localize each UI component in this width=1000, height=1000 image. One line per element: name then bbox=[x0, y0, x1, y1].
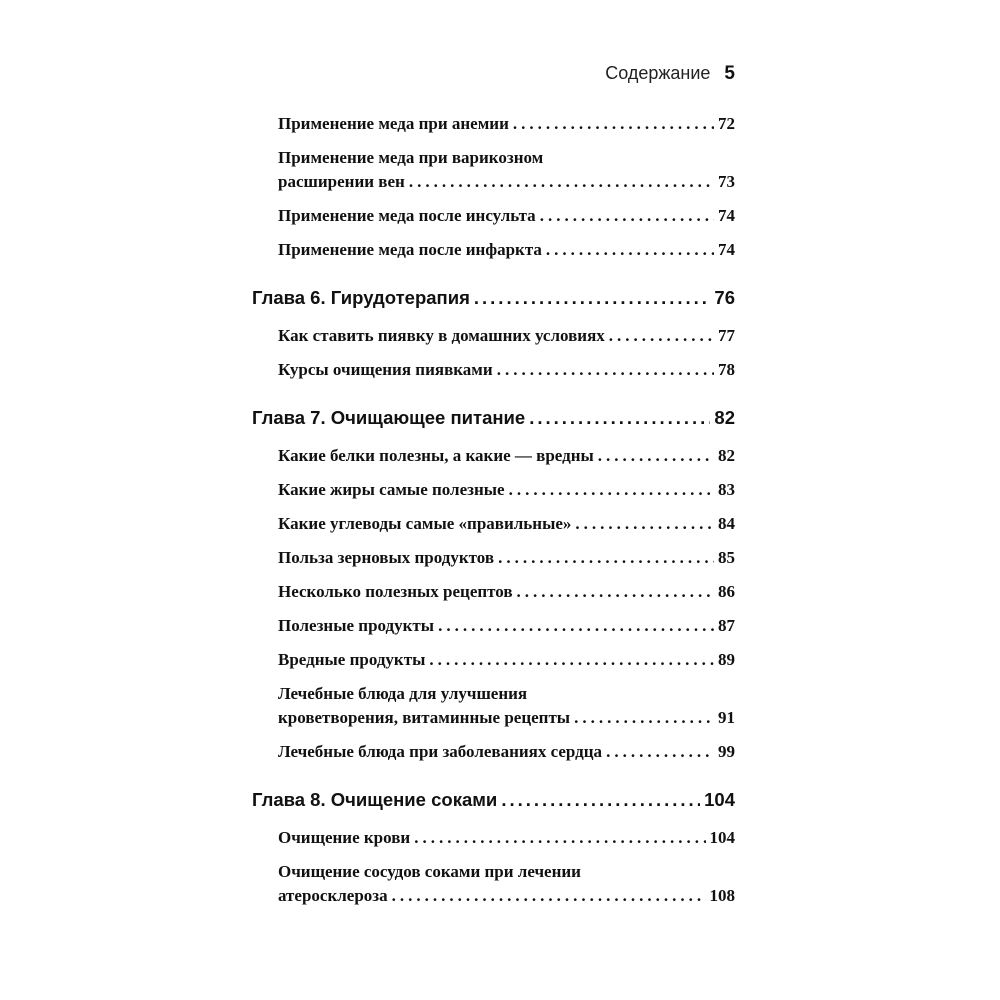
toc-row bbox=[278, 512, 735, 536]
toc-entry-title: Полезные продукты bbox=[278, 616, 435, 635]
toc-entry-title: Несколько полезных рецептов bbox=[278, 582, 513, 601]
toc-entry bbox=[278, 444, 735, 468]
toc-chapter bbox=[252, 286, 735, 310]
toc-entry-title: Лечебные блюда при заболеваниях сердца bbox=[278, 742, 603, 761]
toc-row bbox=[278, 884, 735, 908]
toc-row bbox=[252, 788, 735, 812]
dot-leader bbox=[438, 614, 714, 638]
toc-entry bbox=[278, 512, 735, 536]
toc-page-number: 99 bbox=[718, 742, 735, 761]
toc-page-number: 82 bbox=[718, 446, 735, 465]
table-of-contents bbox=[252, 112, 735, 918]
toc-entry-title: Применение меда после инсульта bbox=[278, 206, 536, 225]
toc-row bbox=[278, 478, 735, 502]
toc-row bbox=[278, 170, 735, 194]
toc-entry bbox=[278, 682, 735, 730]
toc-entry bbox=[278, 146, 735, 194]
toc-page-number: 83 bbox=[718, 480, 735, 499]
dot-leader bbox=[606, 740, 714, 764]
toc-entry bbox=[278, 860, 735, 908]
toc-row bbox=[278, 706, 735, 730]
page-number: 5 bbox=[724, 63, 735, 84]
dot-leader bbox=[546, 238, 714, 262]
toc-page-number: 86 bbox=[718, 582, 735, 601]
toc-entry bbox=[278, 112, 735, 136]
dot-leader bbox=[474, 286, 711, 310]
toc-entry-title: расширении вен bbox=[278, 172, 405, 191]
toc-page-number: 77 bbox=[718, 326, 735, 345]
toc-entry-title-line: Очищение сосудов соками при лечении bbox=[278, 862, 581, 881]
running-title: Содержание bbox=[605, 63, 711, 83]
dot-leader bbox=[498, 546, 714, 570]
dot-leader bbox=[429, 648, 714, 672]
toc-row bbox=[278, 238, 735, 262]
toc-page-number: 76 bbox=[714, 287, 735, 308]
toc-entry-title-line: Лечебные блюда для улучшения bbox=[278, 684, 528, 703]
toc-row bbox=[252, 286, 735, 310]
toc-page-number: 91 bbox=[718, 708, 735, 727]
dot-leader bbox=[409, 170, 714, 194]
toc-row bbox=[278, 204, 735, 228]
toc-entry-title: Какие жиры самые полезные bbox=[278, 480, 505, 499]
toc-entry-title-line: Применение меда при варикозном bbox=[278, 148, 544, 167]
toc-entry bbox=[278, 546, 735, 570]
toc-entry-title: кроветворения, витаминные рецепты bbox=[278, 708, 571, 727]
toc-entry-title: Применение меда при анемии bbox=[278, 114, 509, 133]
toc-page-number: 87 bbox=[718, 616, 735, 635]
dot-leader bbox=[540, 204, 714, 228]
dot-leader bbox=[529, 406, 710, 430]
dot-leader bbox=[509, 478, 714, 502]
toc-entry bbox=[278, 614, 735, 638]
toc-row bbox=[278, 614, 735, 638]
dot-leader bbox=[574, 706, 714, 730]
toc-entry bbox=[278, 826, 735, 850]
toc-row bbox=[278, 740, 735, 764]
toc-page-number: 84 bbox=[718, 514, 735, 533]
toc-row bbox=[278, 826, 735, 850]
toc-entry-title: Какие белки полезны, а какие — вредны bbox=[278, 446, 594, 465]
toc-row bbox=[278, 444, 735, 468]
dot-leader bbox=[609, 324, 714, 348]
dot-leader bbox=[598, 444, 714, 468]
toc-row bbox=[252, 406, 735, 430]
page-header bbox=[605, 63, 735, 85]
toc-entry-title: Применение меда после инфаркта bbox=[278, 240, 542, 259]
toc-row bbox=[278, 648, 735, 672]
toc-entry bbox=[278, 204, 735, 228]
toc-page-number: 85 bbox=[718, 548, 735, 567]
toc-entry bbox=[278, 324, 735, 348]
toc-entry-title: Вредные продукты bbox=[278, 650, 426, 669]
toc-row bbox=[278, 580, 735, 604]
toc-page-number: 78 bbox=[718, 360, 735, 379]
dot-leader bbox=[517, 580, 714, 604]
dot-leader bbox=[501, 788, 700, 812]
toc-page-number: 72 bbox=[718, 114, 735, 133]
toc-page-number: 104 bbox=[709, 828, 735, 847]
toc-page-number: 108 bbox=[709, 886, 735, 905]
toc-entry-title: Польза зерновых продуктов bbox=[278, 548, 495, 567]
toc-entry-title: Очищение крови bbox=[278, 828, 411, 847]
toc-chapter bbox=[252, 788, 735, 812]
dot-leader bbox=[414, 826, 705, 850]
toc-page-number: 74 bbox=[718, 206, 735, 225]
toc-row bbox=[278, 546, 735, 570]
toc-entry bbox=[278, 238, 735, 262]
toc-page-number: 82 bbox=[714, 407, 735, 428]
toc-entry bbox=[278, 648, 735, 672]
toc-row bbox=[278, 324, 735, 348]
toc-page-number: 104 bbox=[704, 789, 735, 810]
toc-page-number: 89 bbox=[718, 650, 735, 669]
toc-entry bbox=[278, 580, 735, 604]
toc-page-number: 73 bbox=[718, 172, 735, 191]
toc-entry-title: Глава 8. Очищение соками bbox=[252, 789, 498, 810]
toc-entry-title: Как ставить пиявку в домашних условиях bbox=[278, 326, 605, 345]
toc-chapter bbox=[252, 406, 735, 430]
toc-row bbox=[278, 112, 735, 136]
toc-entry-title: Глава 6. Гирудотерапия bbox=[252, 287, 470, 308]
dot-leader bbox=[513, 112, 714, 136]
toc-entry-title: Какие углеводы самые «правильные» bbox=[278, 514, 572, 533]
toc-entry-title: Глава 7. Очищающее питание bbox=[252, 407, 526, 428]
toc-entry bbox=[278, 478, 735, 502]
toc-entry bbox=[278, 740, 735, 764]
toc-entry bbox=[278, 358, 735, 382]
dot-leader bbox=[392, 884, 706, 908]
toc-row bbox=[278, 358, 735, 382]
toc-entry-title: Курсы очищения пиявками bbox=[278, 360, 493, 379]
toc-page-number: 74 bbox=[718, 240, 735, 259]
toc-entry-title: атеросклероза bbox=[278, 886, 388, 905]
dot-leader bbox=[497, 358, 714, 382]
dot-leader bbox=[575, 512, 714, 536]
